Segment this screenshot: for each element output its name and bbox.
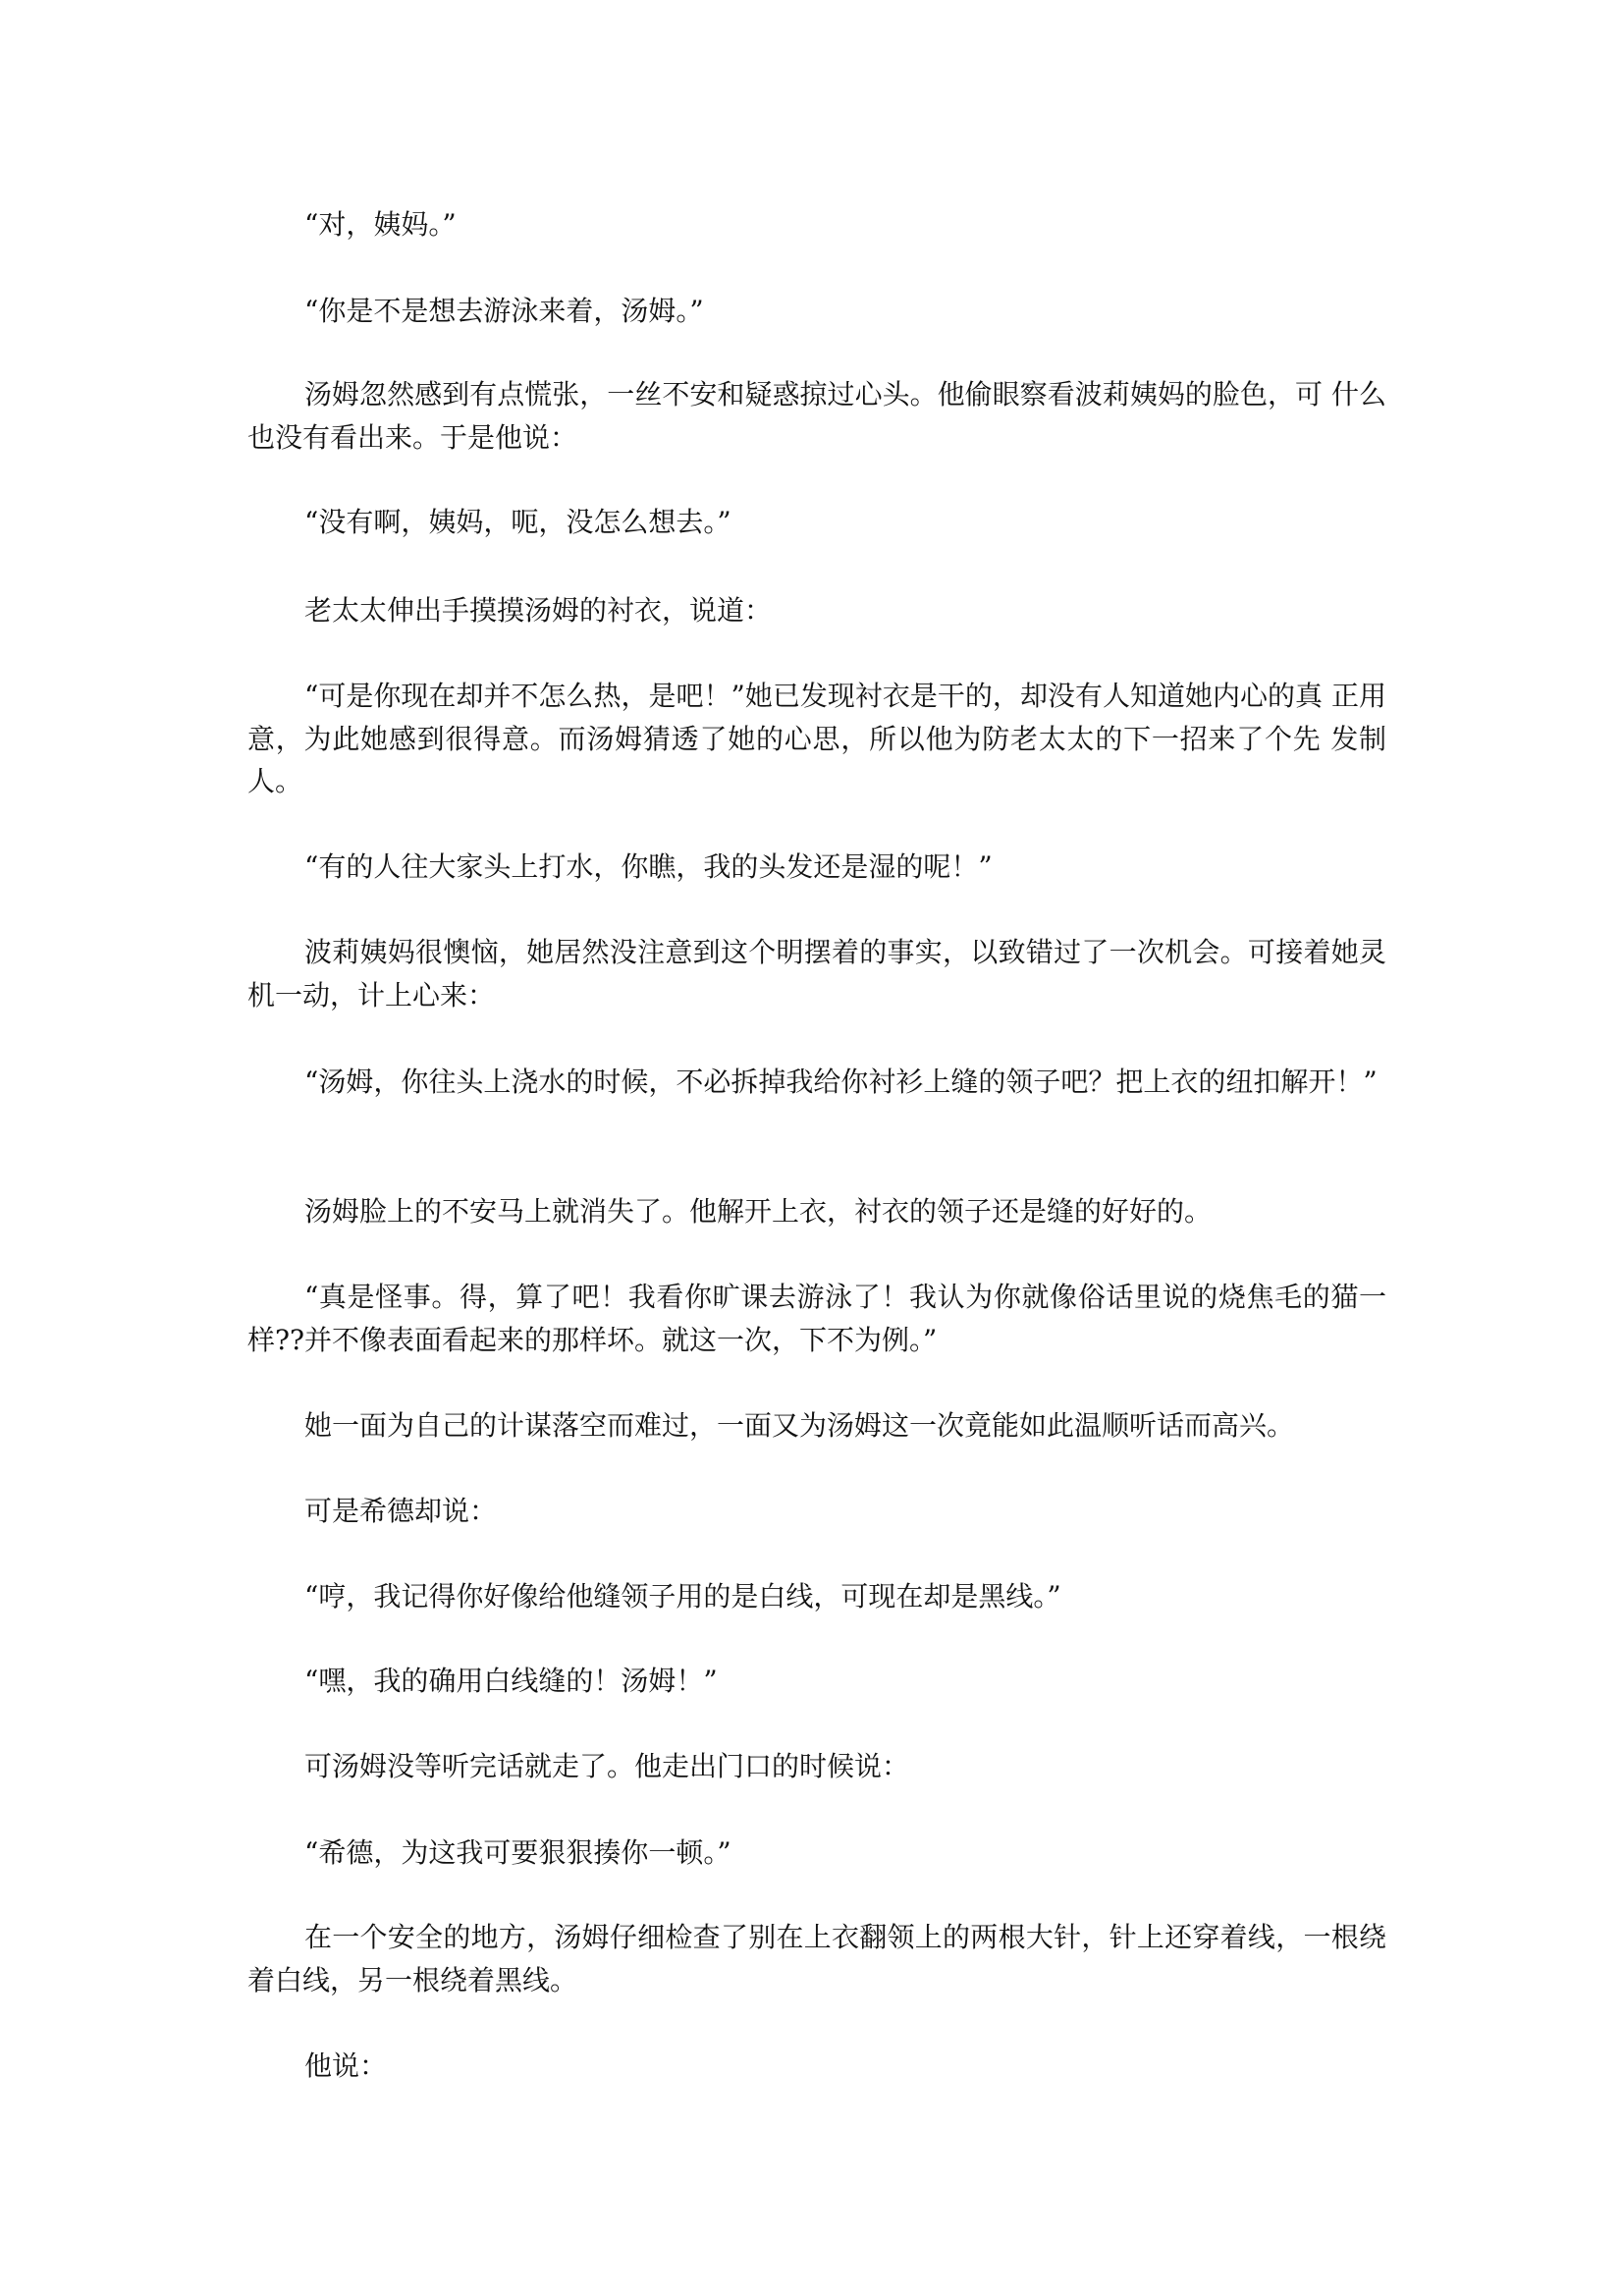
- paragraph: “对，姨妈。”: [304, 208, 457, 241]
- paragraph: “哼，我记得你好像给他缝领子用的是白线，可现在却是黑线。”: [304, 1580, 1061, 1613]
- paragraph: “可是你现在却并不怎么热，是吧！”她已发现衬衣是干的，却没有人知道她内心的真 正用意，为此她感到很得意。而汤姆猜透了她的心思，所以他为防老太太的下一招来了个先 发制人。: [247, 680, 1386, 797]
- paragraph: 汤姆忽然感到有点慌张，一丝不安和疑惑掠过心头。他偷眼察看波莉姨妈的脸色，可 什么也没有看出来。于是他说：: [247, 378, 1386, 454]
- paragraph: 老太太伸出手摸摸汤姆的衬衣，说道：: [304, 594, 773, 627]
- paragraph: 汤姆脸上的不安马上就消失了。他解开上衣，衬衣的领子还是缝的好好的。: [304, 1195, 1213, 1228]
- paragraph: 在一个安全的地方，汤姆仔细检查了别在上衣翻领上的两根大针，针上还穿着线，一根绕着白线，另一根绕着黑线。: [247, 1921, 1386, 1996]
- paragraph: “汤姆，你往头上浇水的时候，不必拆掉我给你衬衫上缝的领子吧？把上衣的纽扣解开！”: [304, 1066, 1378, 1098]
- paragraph: 可汤姆没等听完话就走了。他走出门口的时候说：: [304, 1750, 910, 1782]
- paragraph: “真是怪事。得，算了吧！我看你旷课去游泳了！我认为你就像俗话里说的烧焦毛的猫一样??并不像表面看起来的那样坏。就这一次，下不为例。”: [247, 1281, 1386, 1356]
- paragraph: “你是不是想去游泳来着，汤姆。”: [304, 295, 704, 327]
- paragraph: “希德，为这我可要狠狠揍你一顿。”: [304, 1836, 731, 1869]
- paragraph: “有的人往大家头上打水，你瞧，我的头发还是湿的呢！”: [304, 850, 993, 883]
- paragraph: 他说：: [304, 2050, 388, 2082]
- paragraph: 波莉姨妈很懊恼，她居然没注意到这个明摆着的事实，以致错过了一次机会。可接着她灵机一动，计上心来：: [247, 936, 1386, 1011]
- paragraph: “没有啊，姨妈，呃，没怎么想去。”: [304, 506, 731, 538]
- paragraph: 可是希德却说：: [304, 1495, 498, 1527]
- paragraph: “嘿，我的确用白线缝的！汤姆！”: [304, 1665, 718, 1697]
- paragraph: 她一面为自己的计谋落空而难过，一面又为汤姆这一次竟能如此温顺听话而高兴。: [304, 1409, 1295, 1442]
